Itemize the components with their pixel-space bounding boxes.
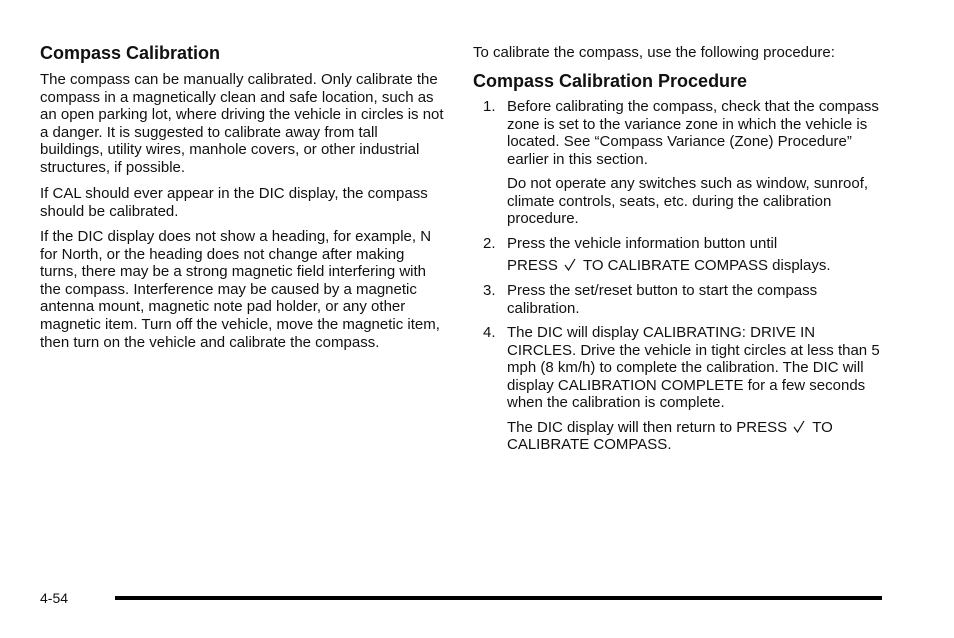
step-text-line: Press the vehicle information button until bbox=[507, 235, 778, 252]
checkmark-icon bbox=[564, 258, 576, 271]
section-heading: Compass Calibration bbox=[40, 43, 221, 63]
step-number: 3. bbox=[483, 282, 496, 299]
step-note: Do not operate any switches such as window, sunroof, climate controls, seats, etc. during the calibration procedure. bbox=[507, 174, 869, 228]
step-number: 1. bbox=[483, 98, 496, 115]
step-text: The DIC will display CALIBRATING: DRIVE IN CIRCLES. Drive the vehicle in tight circles at less than 5 mph (8 km/h) to complete the calibration. The DIC will display CALIBRATION COMPLETE for a few seconds when the calibration is complete. bbox=[507, 324, 880, 412]
step-note bbox=[507, 419, 883, 454]
paragraph: If CAL should ever appear in the DIC display, the compass should be calibrated. bbox=[40, 185, 428, 220]
paragraph: The compass can be manually calibrated. Only calibrate the compass in a magnetically clean and safe location, such as an open parking lot, where driving the vehicle in circles is not a danger. It is suggested to calibrate away from tall buildings, utility wires, manhole covers, or other industrial structures, if possible. bbox=[40, 71, 444, 176]
step-text: Press the set/reset button to start the compass calibration. bbox=[507, 282, 818, 317]
step-number: 4. bbox=[483, 324, 496, 341]
page-number: 4-54 bbox=[40, 590, 69, 606]
checkmark-icon bbox=[793, 420, 805, 433]
step-text bbox=[507, 235, 883, 274]
step-text: Before calibrating the compass, check that the compass zone is set to the variance zone in which the vehicle is located. See “Compass Variance (Zone) Procedure” earlier in this section. bbox=[507, 98, 879, 168]
procedure-heading: Compass Calibration Procedure bbox=[473, 71, 748, 91]
step-note-after-icon: TO CALIBRATE COMPASS. bbox=[507, 418, 833, 454]
step-note-before-icon: The DIC display will then return to PRESS bbox=[507, 418, 788, 436]
step-text-after-icon: TO CALIBRATE COMPASS displays. bbox=[582, 256, 831, 274]
step-number: 2. bbox=[483, 235, 496, 252]
footer-rule bbox=[115, 596, 882, 600]
intro-text: To calibrate the compass, use the following procedure: bbox=[473, 44, 835, 61]
step-text-before-icon: PRESS bbox=[507, 256, 558, 274]
paragraph: If the DIC display does not show a heading, for example, N for North, or the heading does not change after making turns, there may be a strong magnetic field interfering with the compass. Interference may be caused by a magnetic antenna mount, magnetic note pad holder, or any other magnetic item. Turn off the vehicle, move the magnetic item, then turn on the vehicle and calibrate the compass. bbox=[40, 228, 440, 351]
